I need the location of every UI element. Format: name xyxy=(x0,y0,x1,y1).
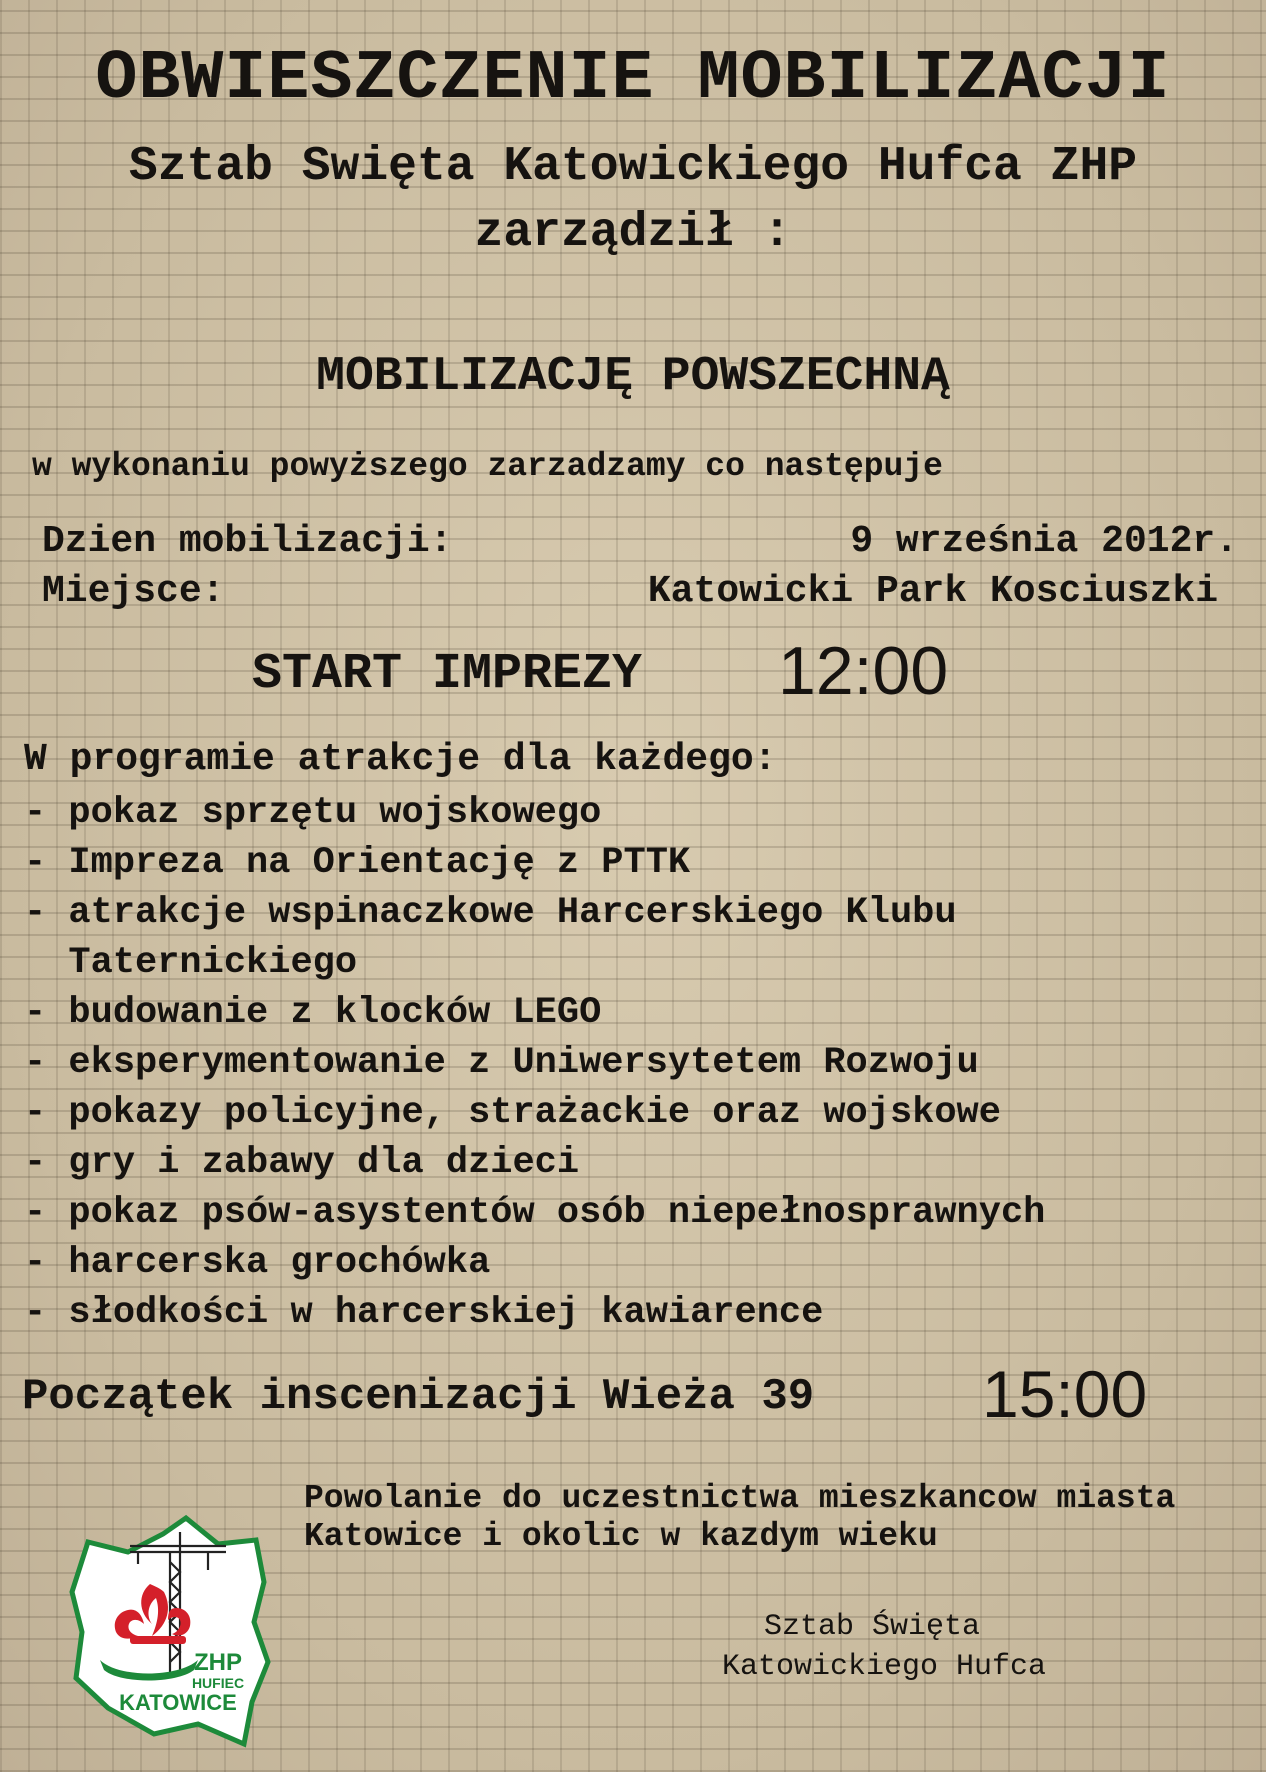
intro-text: w wykonaniu powyższego zarzadzamy co następuje xyxy=(32,448,943,485)
program-item: - budowanie z klocków LEGO xyxy=(24,992,602,1034)
notice-subtitle-line2: zarządził : xyxy=(474,206,792,260)
logo-text-hufiec: HUFIEC xyxy=(191,1675,245,1691)
program-heading: W programie atrakcje dla każdego: xyxy=(24,738,777,781)
callup-line2: Katowice i okolic w kazdym wieku xyxy=(304,1518,938,1555)
program-item: - pokaz sprzętu wojskowego xyxy=(24,792,602,834)
place-label: Miejsce: xyxy=(42,570,225,613)
logo-text-zhp: ZHP xyxy=(194,1649,242,1676)
program-item: - gry i zabawy dla dzieci xyxy=(24,1142,580,1184)
logo-text-city: KATOWICE xyxy=(119,1690,237,1715)
date-value: 9 września 2012r. xyxy=(850,520,1238,563)
callup-line1: Powolanie do uczestnictwa mieszkancow miasta xyxy=(304,1480,1176,1517)
mobilization-headline: MOBILIZACJĘ POWSZECHNĄ xyxy=(316,350,950,404)
program-list xyxy=(24,788,1045,1338)
program-item: - pokazy policyjne, strażackie oraz wojskowe xyxy=(24,1092,1001,1134)
program-item: - Impreza na Orientację z PTTK xyxy=(24,842,691,884)
start-label: START IMPREZY xyxy=(252,646,643,703)
notice-subtitle-line1: Sztab Swięta Katowickiego Hufca ZHP xyxy=(128,140,1138,194)
program-item: - pokaz psów-asystentów osób niepełnosprawnych xyxy=(24,1192,1046,1234)
zhp-katowice-logo xyxy=(68,1512,276,1748)
program-item: - atrakcje wspinaczkowe Harcerskiego Klubu xyxy=(24,892,957,934)
signature-line1: Sztab Święta xyxy=(764,1610,981,1644)
program-item: - eksperymentowanie z Uniwersytetem Rozwoju xyxy=(24,1042,979,1084)
staging-time: 15:00 xyxy=(982,1357,1148,1431)
notice-title: OBWIESZCZENIE MOBILIZACJI xyxy=(95,40,1171,119)
date-label: Dzien mobilizacji: xyxy=(42,520,453,563)
start-time: 12:00 xyxy=(778,633,949,709)
program-item: Taternickiego xyxy=(24,942,358,984)
staging-label: Początek inscenizacji Wieża 39 xyxy=(22,1372,815,1422)
place-value: Katowicki Park Kosciuszki xyxy=(647,570,1218,613)
program-item: - harcerska grochówka xyxy=(24,1242,491,1284)
program-item: - słodkości w harcerskiej kawiarence xyxy=(24,1292,824,1334)
signature-line2: Katowickiego Hufca xyxy=(722,1650,1047,1684)
